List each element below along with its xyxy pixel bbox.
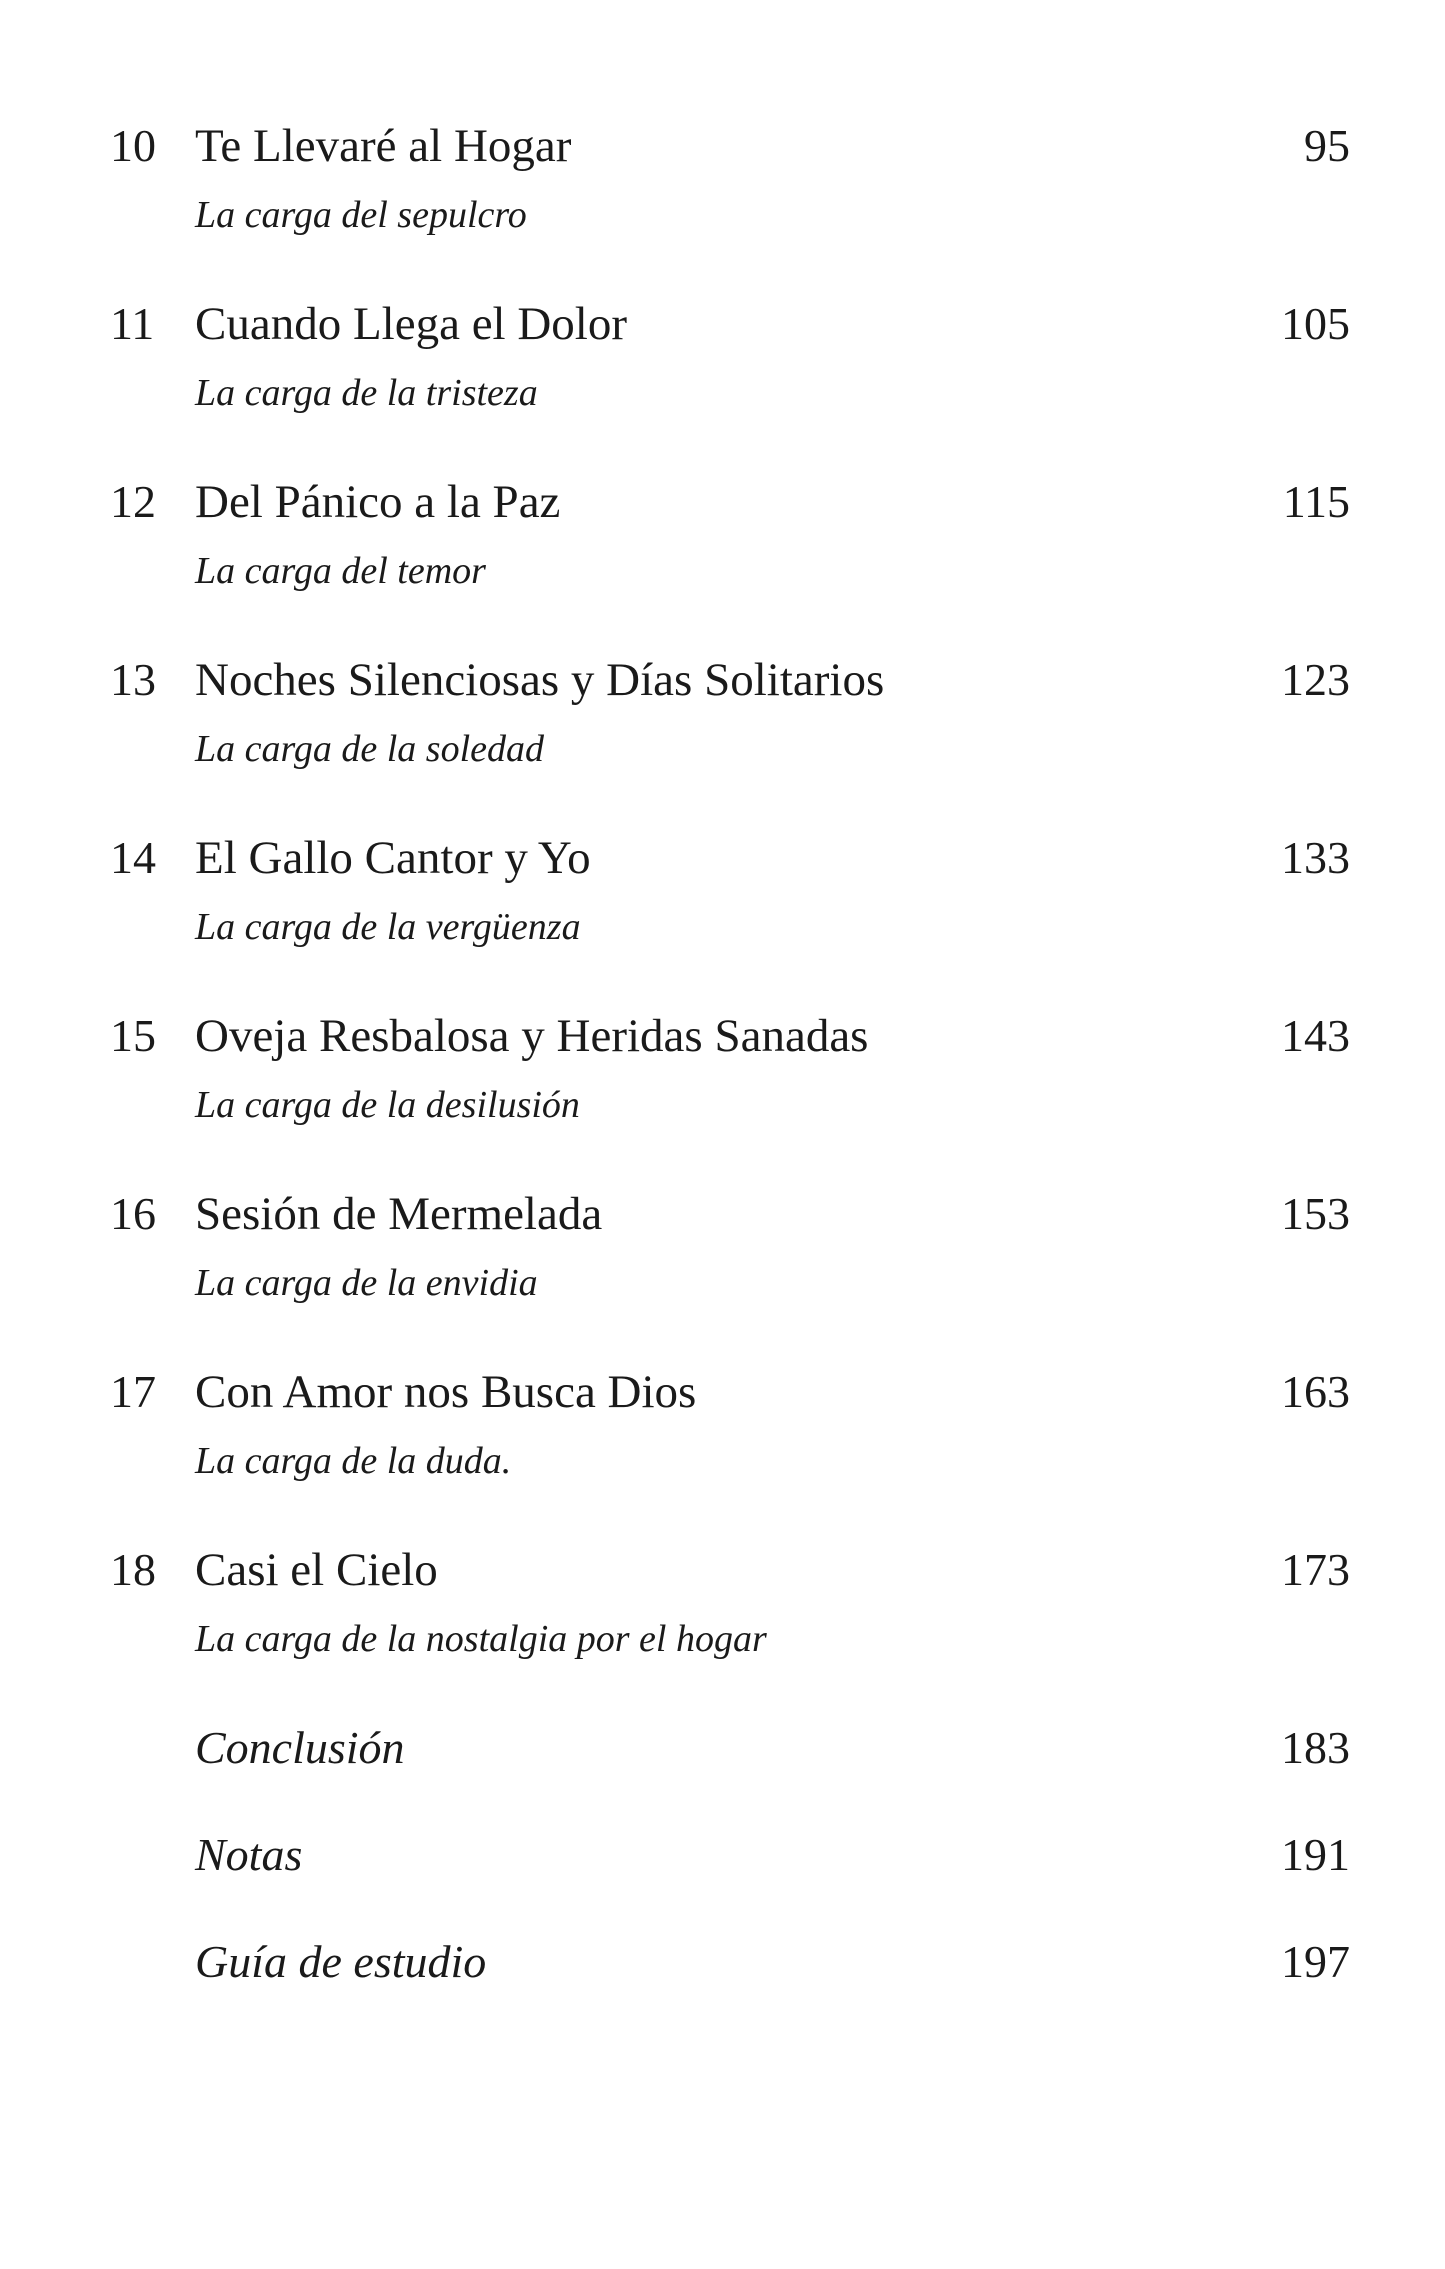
back-matter-title: Conclusión [195, 1722, 405, 1773]
chapter-number: 11 [110, 298, 155, 349]
toc-entry-chapter-17[interactable] [110, 1364, 1350, 1542]
toc-entry-chapter-15[interactable] [110, 1008, 1350, 1186]
chapter-subtitle: La carga del temor [195, 550, 486, 592]
page-number: 133 [1281, 832, 1350, 883]
page-number: 95 [1304, 120, 1350, 171]
page-number: 183 [1281, 1722, 1350, 1773]
chapter-subtitle: La carga de la nostalgia por el hogar [195, 1618, 767, 1660]
chapter-number: 12 [110, 476, 156, 527]
toc-entry-chapter-13[interactable] [110, 652, 1350, 830]
chapter-number: 16 [110, 1188, 156, 1239]
chapter-number: 13 [110, 654, 156, 705]
page-number: 173 [1281, 1544, 1350, 1595]
back-matter-title: Guía de estudio [195, 1936, 487, 1987]
toc-entry-chapter-10[interactable] [110, 118, 1350, 296]
toc-entry-chapter-18[interactable] [110, 1542, 1350, 1720]
page-number: 163 [1281, 1366, 1350, 1417]
chapter-title: Con Amor nos Busca Dios [195, 1366, 697, 1418]
toc-entry-study-guide[interactable] [110, 1934, 1350, 2041]
page-number: 191 [1281, 1829, 1350, 1880]
toc-entry-chapter-12[interactable] [110, 474, 1350, 652]
page-number: 123 [1281, 654, 1350, 705]
chapter-title: Sesión de Mermelada [195, 1188, 603, 1240]
page-number: 105 [1281, 298, 1350, 349]
chapter-subtitle: La carga de la soledad [195, 728, 545, 770]
toc-entry-chapter-14[interactable] [110, 830, 1350, 1008]
page-number: 143 [1281, 1010, 1350, 1061]
back-matter-title: Notas [195, 1829, 303, 1880]
page-number: 153 [1281, 1188, 1350, 1239]
chapter-number: 18 [110, 1544, 156, 1595]
table-of-contents [110, 118, 1350, 2041]
chapter-title: Del Pánico a la Paz [195, 476, 561, 528]
toc-entry-chapter-16[interactable] [110, 1186, 1350, 1364]
toc-entry-notes[interactable] [110, 1827, 1350, 1934]
page-number: 115 [1282, 476, 1350, 527]
page-number: 197 [1281, 1936, 1350, 1987]
chapter-title: Noches Silenciosas y Días Solitarios [195, 654, 885, 706]
chapter-number: 15 [110, 1010, 156, 1061]
chapter-subtitle: La carga de la envidia [195, 1262, 538, 1304]
chapter-subtitle: La carga de la vergüenza [195, 906, 581, 948]
chapter-title: El Gallo Cantor y Yo [195, 832, 591, 884]
chapter-number: 10 [110, 120, 156, 171]
chapter-subtitle: La carga de la duda. [195, 1440, 512, 1482]
toc-entry-chapter-11[interactable] [110, 296, 1350, 474]
chapter-subtitle: La carga del sepulcro [195, 194, 527, 236]
chapter-subtitle: La carga de la desilusión [195, 1084, 580, 1126]
chapter-title: Te Llevaré al Hogar [195, 120, 572, 172]
chapter-number: 17 [110, 1366, 156, 1417]
chapter-number: 14 [110, 832, 156, 883]
chapter-title: Oveja Resbalosa y Heridas Sanadas [195, 1010, 869, 1062]
chapter-title: Casi el Cielo [195, 1544, 438, 1596]
chapter-title: Cuando Llega el Dolor [195, 298, 628, 350]
chapter-subtitle: La carga de la tristeza [195, 372, 538, 414]
toc-entry-conclusion[interactable] [110, 1720, 1350, 1827]
